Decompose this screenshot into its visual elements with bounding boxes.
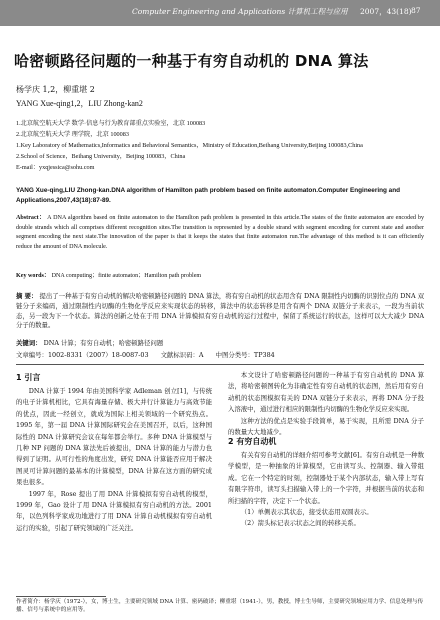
section-divider — [16, 364, 424, 365]
keywords-en-label: Key words： — [16, 273, 51, 279]
page-number: 87 — [411, 6, 421, 15]
keywords-cn-text: DNA 计算；有穷自动机；哈密顿路径问题 — [43, 339, 164, 347]
keywords-chinese — [16, 338, 163, 347]
paragraph: 这种方法的优点是实验手段简单，易于实现，且所需 DNA 分子的数量大大地减少。 — [228, 416, 424, 437]
authors-chinese: 杨学庆 1,2，柳重堪 2 — [16, 85, 95, 94]
keywords-en-text: DNA computing；finite automaton；Hamilton path problem — [51, 273, 202, 279]
article-number: 文章编号：1002-8331（2007）18-0087-03 — [16, 351, 149, 359]
author-footnote: 作者简介：杨学庆（1972-），女，博士生，主要研究领域 DNA 计算、密码破译；柳重堪（1941-），男，教授，博士生导师，主要研究领域应用力学、信息处理与传播、信号与系统中的应用等。 — [16, 599, 424, 614]
running-header — [0, 0, 440, 26]
left-column — [16, 386, 212, 592]
journal-year-volume: 2007，43(18) — [360, 7, 412, 16]
abstract-label: Abstract： — [16, 215, 46, 221]
section-2-heading: 2 有穷自动机 — [228, 437, 277, 446]
paragraph: （2）箭头标记表示状态之间的转移关系。 — [240, 519, 360, 528]
citation: YANG Xue-qing,LIU Zhong-kan.DNA algorithm of Hamilton path problem based on finite automaton.Computer Engineering and Applications,2007,43(18):87-89. — [16, 187, 401, 204]
paper-title: 哈密顿路径问题的一种基于有穷自动机的 DNA 算法 — [14, 52, 369, 70]
keywords-english — [16, 270, 424, 279]
authors-english: YANG Xue-qing1,2，LIU Zhong-kan2 — [16, 99, 143, 108]
paragraph: 本文设计了哈密顿路径问题的一种基于有穷自动机的 DNA 算法，将哈密顿图转化为非确定性有穷自动机的状态图，然后用有穷自动机的状态图模拟有关的 DNA 双链分子来表示，再将 DNA 分子投入溶液中，通过进行相应的限制性内切酶的生物化学反应来实现。 — [228, 371, 424, 414]
contact-email: E-mail：yxqjessica@sohu.com — [16, 164, 95, 171]
classification-number: 中图分类号：TP384 — [215, 351, 275, 359]
right-column-section-2 — [228, 450, 424, 592]
affiliation-2: 2.北京航空航天大学 理学院，北京 100083 — [16, 131, 129, 138]
paragraph: （1）单侧表示其状态，接受状态用双圆表示。 — [240, 508, 373, 517]
keywords-cn-label: 关键词： — [16, 339, 42, 347]
abstract-chinese — [16, 292, 424, 331]
affiliation-1: 1.北京航空航天大学 数学·信息与行为教育部重点实验室，北京 100083 — [16, 120, 206, 127]
journal-name: Computer Engineering and Applications 计算机工程与应用 — [132, 7, 348, 16]
paragraph: DNA 计算于 1994 年由美国科学家 Adleman 创立[1]，与传统的电子计算机相比，它具有海量存储、极大并行计算能力与高效节能的优点，因此一经创立，就成为国际上相关领域的一个研究热点。1995 年，第一届 DNA 计算国际研究会在美国召开，以后，这种国际性的 DNA 计算研究会议在每年都会举行。多种 DNA 计算模型与几种 NP 问题的 DNA 算法先后被提出，DNA 计算的能力与潜力也得到了证明。从可行性的角度出发，研究 DNA 计算能否应用于解决图灵可计算问题的最基本的计算模型，DNA 计算在这方面的研究成果也很多。 — [16, 387, 212, 487]
paragraph: 有关有穷自动机的详细介绍可参考文献[6]。有穷自动机是一种数学模型，是一种抽象的计算模型，它由读写头、控制器、输入带组成。它在一个特定的时刻，控制器处于某个内部状态，输入带上写有有限字符串，读写头扫描输入带上的一个字符，并根据当前的状态和所扫描的字符，决定下一个状态。 — [228, 451, 424, 505]
article-meta — [16, 350, 285, 359]
section-1-heading: 1 引言 — [16, 373, 41, 382]
abstract-cn-text: 提出了一种基于有穷自动机的解决哈密顿路径问题的 DNA 算法，将有穷自动机的状态用含有 DNA 限制性内切酶的识别位点的 DNA 双链分子来编码，通过限制性内切酶的生物化学反应来实现状态的转移，算法中的状态转移是用含有两个 DNA 双链分子来表示，一段为当前状态，另一段为下一个状态。算法的创新之处在于用 DNA 计算模拟有穷自动机的运行过程中，保留了系统运行的状态，这样可以大大减少 DNA 分子的数量。 — [16, 292, 424, 330]
abstract-english — [16, 214, 424, 252]
paragraph: 1997 年，Rose 提出了用 DNA 计算模拟有穷自动机的模型，1999 年，Gao 设计了用 DNA 计算模拟有穷自动机的方法。2001 年，以色列科学家成功地进行了用 DNA 计算自动机模拟有穷自动机运行的实验，引起了研究领域的广泛关注。 — [16, 489, 212, 532]
abstract-cn-label: 摘 要： — [16, 292, 38, 300]
right-column-intro — [228, 370, 424, 437]
document-code: 文献标识码：A — [160, 351, 204, 359]
abstract-text: A DNA algorithm based on finite automaton to the Hamilton path problem is presented in this article.The states of the finite automaton are encoded by double strands which all comprises different recognition sites.The transition is represented by a double strand with segment encoding for current state and another segment encoding the next state.The innovation of the paper is that it keeps the states that finite automaton run.The advantage of this method is it can efficiently reduce the amount of DNA molecule. — [16, 215, 424, 250]
footnote-rule — [16, 596, 106, 597]
affiliation-4: 2.School of Science，Beihang University，Beijing 100083，China — [16, 153, 186, 160]
affiliation-3: 1.Key Laboratory of Mathematics,Informatics and Behavioral Semantics，Ministry of Education,Beihang University,Beijing 100083,China — [16, 142, 363, 149]
